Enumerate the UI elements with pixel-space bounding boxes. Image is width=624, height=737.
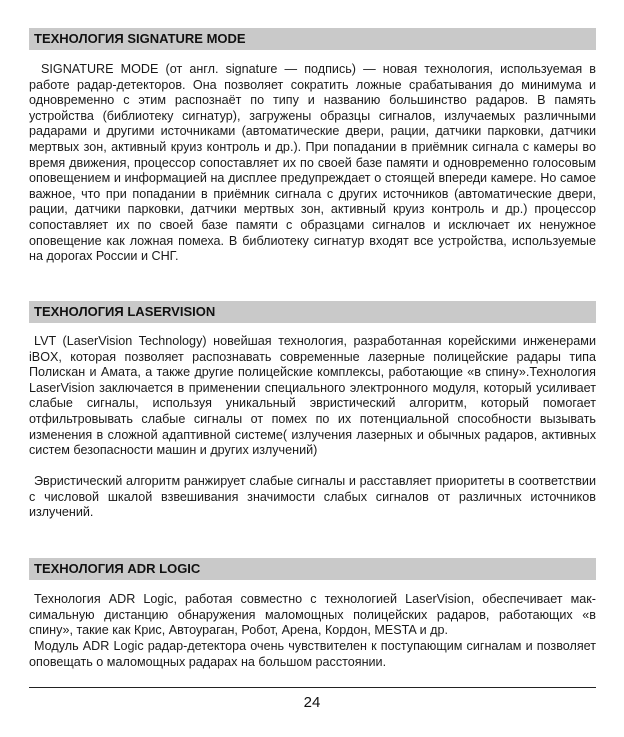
page-number: 24 [303, 694, 321, 711]
footer-divider [29, 687, 596, 688]
signature-mode-paragraph: SIGNATURE MODE (от англ. signature — подпись) — новая технология, используемая в работе радар-детекторов. Она позволяет сократить ложные срабатывания до минимума и одновременно с этим распознаёт по типу и названию большинство радаров. В память устройства (библиотеку сигнатур), загружены образцы сигналов, излучаемых различными радарами и другими источниками (автоматические двери, рации, датчики парковки, датчики мертвых зон, активный круиз контроль и др.). При попадании в приёмник сигнала с камеры во время движения, процессор сопоставляет их по своей базе памяти и одновременно голосовым оповещением и информацией на дисплее предупреждает о стоящей впереди камере. Но самое важное, что при попадании в приёмник сигнала с других источников (автоматические двери, рации, датчики парковки, датчики мертвых зон, активный круиз контроль и др.) процессор сопоставляет их по своей базе памяти с образцами сигналов и исключает их ненужное оповещение как ложная помеха. В библиотеку сигнатур входят все устройства, используемые на дорогах России и СНГ. [29, 62, 596, 264]
laservision-paragraph-1: LVT (LaserVision Technology) новейшая технология, разработанная корейскими инженерами iBOX, которая позволяет распознавать современные лазерные полицейские радары типа Полискан и Амата, а также другие полицейские комплексы, работающие «в спину».Технология LaserVision заключается в применении специального электронного модуля, который усиливает слабые сигналы, используя уникальный эвристический алгоритм, который помогает отфильтровывать слабые сигналы от помех по их потенциальной способности вызывать изменения в сложной адаптивной системе( излучения лазерных и обычных радаров, активных систем безопасности машин и других излучений) [29, 334, 596, 458]
section-heading-laservision: ТЕХНОЛОГИЯ LASERVISION [29, 301, 596, 323]
laservision-paragraph-2: Эвристический алгоритм ранжирует слабые сигналы и расставляет приоритеты в соответствии с числовой шкалой взвешивания значимости слабых сигналов от различных источников излучений. [29, 474, 596, 520]
section-heading-adr-logic: ТЕХНОЛОГИЯ ADR LOGIC [29, 558, 596, 580]
section-heading-signature-mode: ТЕХНОЛОГИЯ SIGNATURE MODE [29, 28, 596, 50]
adr-logic-paragraph-1: Технология ADR Logic, работая совместно с технологией LaserVision, обеспечивает максимальную дистанцию обнаружения маломощных полицейских радаров, работающих «в спину», такие как Крис, Автоураган, Робот, Арена, Кордон, MESTA и др. [29, 592, 596, 638]
adr-logic-paragraph-2: Модуль ADR Logic радар-детектора очень чувствителен к поступающим сигналам и позволяет оповещать о маломощных радарах на большом расстоянии. [29, 639, 596, 669]
